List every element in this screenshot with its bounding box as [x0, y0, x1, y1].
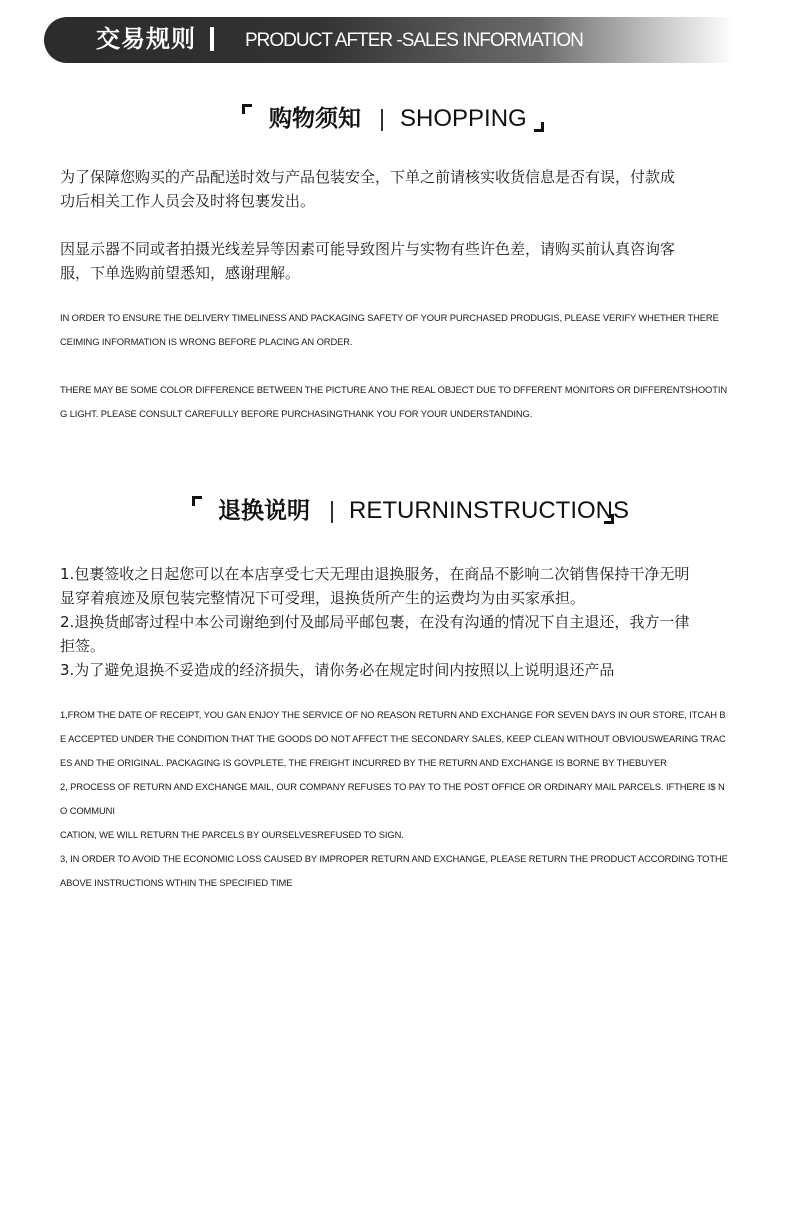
returns-en-paragraph: [60, 703, 740, 895]
bracket-bottom-right-icon: [604, 514, 614, 524]
text-line: 2.退换货邮寄过程中本公司谢绝到付及邮局平邮包裹，在没有沟通的情况下自主退还，我方一律: [60, 613, 690, 631]
shopping-heading: [240, 102, 550, 142]
returns-heading-divider: [331, 501, 333, 523]
header-banner: [44, 17, 734, 63]
text-line: 因显示器不同或者拍摄光线差异等因素可能导致图片与实物有些许色差，请购买前认真咨询客: [60, 240, 676, 258]
text-line: 3.为了避免退换不妥造成的经济损失，请你务必在规定时间内按照以上说明退还产品: [60, 661, 615, 679]
text-line: 1.包裹签收之日起您可以在本店享受七天无理由退换服务，在商品不影响二次销售保持干净无明: [60, 565, 690, 583]
text-line: 显穿着痕迹及原包装完整情况下可受理，退换货所产生的运费均为由买家承担。: [60, 589, 586, 607]
text-line: ABOVE INSTRUCTIONS WTHIN THE SPECIFIED TIME: [60, 877, 293, 888]
text-line: E ACCEPTED UNDER THE CONDITION THAT THE GOODS DO NOT AFFECT THE SECONDARY SALES, KEEP CLEAN WITHOUT OBVIOUSWEARING TRAC: [60, 733, 726, 744]
bracket-bottom-right-icon: [534, 122, 544, 132]
text-line: O COMMUNI: [60, 805, 115, 816]
bracket-top-left-icon: [242, 104, 252, 114]
text-line: CATION, WE WILL RETURN THE PARCELS BY OURSELVESREFUSED TO SIGN.: [60, 829, 404, 840]
text-line: 1,FROM THE DATE OF RECEIPT, YOU GAN ENJOY THE SERVICE OF NO REASON RETURN AND EXCHANGE FOR SEVEN DAYS IN OUR STORE, ITCAH B: [60, 709, 726, 720]
returns-heading-en: RETURNINSTRUCTIONS: [349, 497, 629, 524]
text-line: CEIMING INFORMATION IS WRONG BEFORE PLACING AN ORDER.: [60, 336, 353, 347]
text-line: 2, PROCESS OF RETURN AND EXCHANGE MAIL, OUR COMPANY REFUSES TO PAY TO THE POST OFFICE OR ORDINARY MAIL PARCELS. IFTHERE I$ N: [60, 781, 725, 792]
shopping-heading-divider: [381, 109, 383, 131]
shopping-heading-en: SHOPPING: [400, 105, 527, 132]
text-line: G LIGHT. PLEASE CONSULT CAREFULLY BEFORE PURCHASINGTHANK YOU FOR YOUR UNDERSTANDING.: [60, 408, 533, 419]
banner-subtitle: PRODUCT AFTER -SALES INFORMATION: [245, 30, 583, 51]
text-line: ES AND THE ORIGINAL. PACKAGING IS GOVPLETE, THE FREIGHT INCURRED BY THE RETURN AND EXCHANGE IS BORNE BY THEBUYER: [60, 757, 667, 768]
text-line: 为了保障您购买的产品配送时效与产品包装安全，下单之前请核实收货信息是否有误，付款成: [60, 168, 676, 186]
text-line: 服，下单选购前望悉知，感谢理解。: [60, 264, 301, 282]
returns-heading-cn: 退换说明: [218, 498, 310, 524]
shopping-en-paragraph-1: [60, 306, 740, 354]
shopping-cn-paragraph-2: [60, 237, 740, 285]
banner-title: 交易规则: [96, 25, 196, 53]
shopping-cn-paragraph-1: [60, 165, 740, 213]
shopping-en-paragraph-2: [60, 378, 740, 426]
returns-heading: [190, 494, 629, 534]
text-line: IN ORDER TO ENSURE THE DELIVERY TIMELINESS AND PACKAGING SAFETY OF YOUR PURCHASED PRODUGIS, PLEASE VERIFY WHETHER THERE: [60, 312, 719, 323]
shopping-heading-cn: 购物须知: [269, 106, 361, 132]
text-line: THERE MAY BE SOME COLOR DIFFERENCE BETWEEN THE PICTURE ANO THE REAL OBJECT DUE TO DFFERENT MONITORS OR DIFFERENTSHOOTIN: [60, 384, 728, 395]
text-line: 功后相关工作人员会及时将包裹发出。: [60, 192, 316, 210]
text-line: 3, IN ORDER TO AVOID THE ECONOMIC LOSS CAUSED BY IMPROPER RETURN AND EXCHANGE, PLEASE RETURN THE PRODUCT ACCORDING TOTHE: [60, 853, 728, 864]
banner-divider: [210, 27, 214, 51]
returns-cn-paragraph: [60, 562, 740, 682]
bracket-top-left-icon: [192, 496, 202, 506]
text-line: 拒签。: [60, 637, 106, 655]
